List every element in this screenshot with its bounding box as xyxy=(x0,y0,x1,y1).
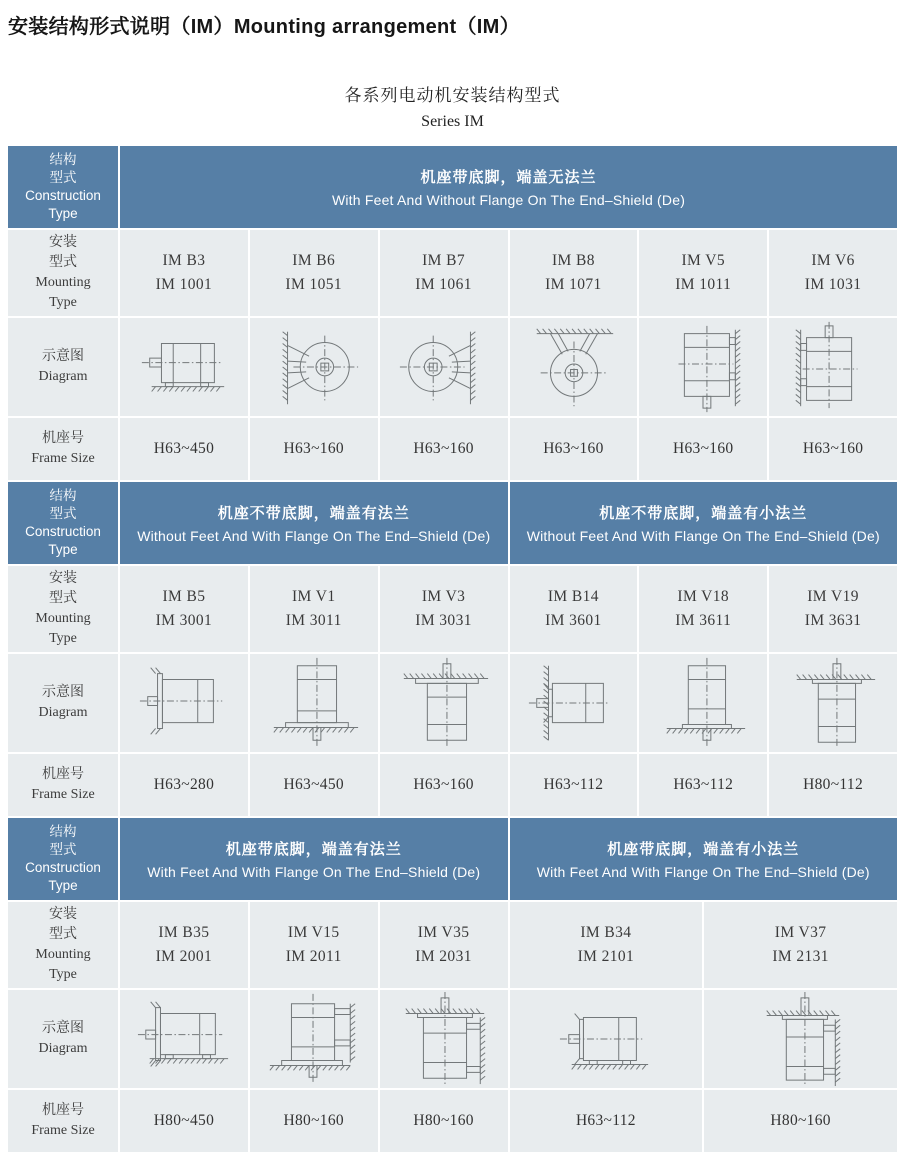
row-label-line: Diagram xyxy=(38,1041,88,1056)
diagram-cell xyxy=(510,990,703,1088)
diagram-cell xyxy=(639,318,767,416)
section-title-en: Without Feet And With Flange On The End–Shield (De) xyxy=(137,528,491,544)
frame-size-row xyxy=(8,418,897,480)
row-label-line: 机座号 xyxy=(42,767,84,783)
section-title-en: With Feet And With Flange On The End–Shield (De) xyxy=(536,864,870,880)
diagram-im-b6 xyxy=(251,318,377,416)
diagram-label-cell xyxy=(8,990,118,1088)
frame-size-label-cell xyxy=(8,418,118,480)
row-label-line: Type xyxy=(48,877,78,893)
row-label-line: Mounting xyxy=(35,275,91,290)
frame-size-cell xyxy=(639,418,767,480)
frame-size-value: H80~112 xyxy=(803,776,863,793)
mounting-im-number: IM 1031 xyxy=(804,276,862,293)
section-header-cell xyxy=(120,482,508,564)
mounting-im-number: IM 2031 xyxy=(415,948,472,965)
mounting-im-number: IM 3601 xyxy=(545,612,602,629)
table-caption xyxy=(8,81,897,131)
diagram-im-b8 xyxy=(510,318,636,416)
diagram-im-b5 xyxy=(121,654,247,752)
mounting-type-cell xyxy=(380,902,508,988)
mounting-type-label-cell xyxy=(8,902,118,988)
row-label-line: 机座号 xyxy=(42,431,84,447)
row-label-line: 安装 xyxy=(49,907,77,923)
frame-size-value: H63~160 xyxy=(413,776,474,793)
table-caption-zh: 各系列电动机安装结构型式 xyxy=(344,86,561,105)
diagram-cell xyxy=(380,318,508,416)
diagram-cell xyxy=(380,654,508,752)
diagram-cell xyxy=(639,654,767,752)
row-label-line: Diagram xyxy=(38,369,88,384)
section-header-cell xyxy=(120,818,508,900)
mounting-type-cell xyxy=(380,566,508,652)
diagram-im-v37 xyxy=(738,990,864,1088)
diagram-im-b7 xyxy=(381,318,507,416)
mounting-im-number: IM 1001 xyxy=(155,276,213,293)
diagram-im-v1 xyxy=(251,654,377,752)
mounting-code: IM V1 xyxy=(292,587,336,605)
mounting-code: IM B7 xyxy=(422,251,466,269)
mounting-im-number: IM 1011 xyxy=(675,276,732,293)
mounting-type-cell xyxy=(120,230,248,316)
section-title-zh: 机座不带底脚，端盖有小法兰 xyxy=(599,505,808,522)
mounting-code: IM B5 xyxy=(162,587,206,605)
frame-size-value: H63~280 xyxy=(153,776,215,793)
diagram-im-b14 xyxy=(510,654,636,752)
row-label-line: 示意图 xyxy=(42,1021,84,1037)
section-header-row xyxy=(8,818,897,900)
section-header-cell xyxy=(510,818,898,900)
row-label-line: Type xyxy=(49,294,77,310)
diagram-im-v3 xyxy=(381,654,507,752)
mounting-im-number: IM 1071 xyxy=(545,276,602,293)
mounting-im-number: IM 3011 xyxy=(285,612,342,629)
section-title-zh: 机座带底脚，端盖有法兰 xyxy=(225,841,402,858)
row-label-line: Construction xyxy=(25,188,101,203)
mounting-code: IM V3 xyxy=(421,587,466,605)
row-label-line: Type xyxy=(48,205,78,221)
mounting-type-cell xyxy=(704,902,897,988)
diagram-im-v15 xyxy=(251,990,377,1088)
section-title-zh: 机座不带底脚，端盖有法兰 xyxy=(217,505,410,522)
diagram-cell xyxy=(380,990,508,1088)
construction-type-cell xyxy=(8,146,118,228)
mounting-type-row xyxy=(8,902,897,988)
section-title-en: Without Feet And With Flange On The End–Shield (De) xyxy=(526,528,880,544)
mounting-type-row xyxy=(8,566,897,652)
mounting-type-cell xyxy=(769,566,897,652)
frame-size-cell xyxy=(120,754,248,816)
section-header-cell xyxy=(120,146,897,228)
row-label-line: 型式 xyxy=(49,170,77,186)
mounting-im-number: IM 1061 xyxy=(415,276,472,293)
section-header-cell xyxy=(510,482,898,564)
mounting-type-label-cell xyxy=(8,566,118,652)
frame-size-label-cell xyxy=(8,1090,118,1152)
diagram-im-v18 xyxy=(640,654,766,752)
construction-type-cell xyxy=(8,482,118,564)
row-label-line: 结构 xyxy=(49,824,77,840)
row-label-line: Type xyxy=(49,630,77,646)
mounting-type-cell xyxy=(639,566,767,652)
mounting-type-cell xyxy=(250,566,378,652)
row-label-line: 示意图 xyxy=(42,685,84,701)
row-label-line: Construction xyxy=(25,524,101,539)
frame-size-value: H63~450 xyxy=(283,776,344,793)
mounting-code: IM V5 xyxy=(681,251,725,269)
mounting-im-number: IM 2101 xyxy=(577,948,635,965)
frame-size-cell xyxy=(380,754,508,816)
frame-size-value: H63~112 xyxy=(575,1112,636,1129)
mounting-im-number: IM 2131 xyxy=(772,948,829,965)
section-title-en: With Feet And Without Flange On The End–Shield (De) xyxy=(331,192,686,208)
table-caption-en: Series IM xyxy=(421,113,484,130)
diagram-im-b3 xyxy=(121,318,247,416)
diagram-im-b35 xyxy=(121,990,247,1088)
diagram-cell xyxy=(769,654,897,752)
row-label-line: 型式 xyxy=(49,927,77,943)
row-label-line: Construction xyxy=(25,860,101,875)
mounting-im-number: IM 3001 xyxy=(155,612,213,629)
section-title-zh: 机座带底脚，端盖有小法兰 xyxy=(607,841,800,858)
mounting-code: IM V35 xyxy=(417,923,470,941)
mounting-code: IM B34 xyxy=(580,923,632,941)
diagram-im-b34 xyxy=(543,990,669,1088)
frame-size-cell xyxy=(704,1090,897,1152)
section-header-row xyxy=(8,146,897,228)
page-title: 安装结构形式说明（IM）Mounting arrangement（IM） xyxy=(8,16,520,38)
diagram-row xyxy=(8,654,897,752)
frame-size-value: H80~450 xyxy=(153,1112,215,1129)
mounting-code: IM V15 xyxy=(287,923,340,941)
row-label-line: Mounting xyxy=(35,611,91,626)
frame-size-value: H80~160 xyxy=(770,1112,831,1129)
diagram-cell xyxy=(704,990,897,1088)
frame-size-row xyxy=(8,1090,897,1152)
row-label-line: 型式 xyxy=(49,591,77,607)
im-mounting-table xyxy=(8,146,897,1152)
mounting-type-cell xyxy=(250,902,378,988)
mounting-type-cell xyxy=(380,230,508,316)
mounting-im-number: IM 2001 xyxy=(155,948,213,965)
diagram-cell xyxy=(250,990,378,1088)
frame-size-cell xyxy=(510,418,638,480)
mounting-type-cell xyxy=(250,230,378,316)
diagram-cell xyxy=(120,318,248,416)
row-label-line: 机座号 xyxy=(42,1103,84,1119)
mounting-type-cell xyxy=(510,902,703,988)
mounting-code: IM V18 xyxy=(677,587,730,605)
row-label-line: 型式 xyxy=(49,255,77,271)
mounting-im-number: IM 3031 xyxy=(415,612,472,629)
frame-size-value: H80~160 xyxy=(283,1112,344,1129)
mounting-code: IM V19 xyxy=(807,587,859,605)
mounting-type-label-cell xyxy=(8,230,118,316)
mounting-type-cell xyxy=(510,230,638,316)
diagram-im-v35 xyxy=(381,990,507,1088)
frame-size-cell xyxy=(510,754,638,816)
frame-size-cell xyxy=(769,754,897,816)
frame-size-cell xyxy=(250,418,378,480)
frame-size-value: H63~160 xyxy=(673,440,734,457)
frame-size-cell xyxy=(250,1090,378,1152)
row-label-line: Frame Size xyxy=(31,451,95,466)
diagram-cell xyxy=(250,654,378,752)
row-label-line: 型式 xyxy=(49,842,77,858)
row-label-line: 示意图 xyxy=(42,349,84,365)
diagram-row xyxy=(8,990,897,1088)
row-label-line: 安装 xyxy=(49,571,77,587)
diagram-cell xyxy=(510,318,638,416)
diagram-im-v5 xyxy=(640,318,766,416)
mounting-code: IM B14 xyxy=(547,587,599,605)
frame-size-cell xyxy=(380,418,508,480)
mounting-code: IM V6 xyxy=(811,251,855,269)
row-label-line: 安装 xyxy=(49,235,77,251)
row-label-line: Type xyxy=(49,966,77,982)
mounting-code: IM B6 xyxy=(292,251,336,269)
section-title-en: With Feet And With Flange On The End–Shield (De) xyxy=(147,864,481,880)
section-title-zh: 机座带底脚，端盖无法兰 xyxy=(420,169,597,186)
mounting-code: IM B8 xyxy=(551,251,595,269)
frame-size-value: H63~160 xyxy=(413,440,474,457)
frame-size-cell xyxy=(120,1090,248,1152)
frame-size-value: H63~112 xyxy=(673,776,734,793)
row-label-line: Diagram xyxy=(38,705,88,720)
mounting-im-number: IM 3631 xyxy=(804,612,862,629)
diagram-row xyxy=(8,318,897,416)
construction-type-cell xyxy=(8,818,118,900)
mounting-type-cell xyxy=(120,566,248,652)
mounting-im-number: IM 2011 xyxy=(285,948,342,965)
frame-size-value: H63~160 xyxy=(802,440,864,457)
section-header-row xyxy=(8,482,897,564)
mounting-im-number: IM 3611 xyxy=(675,612,732,629)
frame-size-row xyxy=(8,754,897,816)
row-label-line: 结构 xyxy=(49,152,77,168)
mounting-type-cell xyxy=(120,902,248,988)
row-label-line: 结构 xyxy=(49,488,77,504)
row-label-line: Mounting xyxy=(35,947,91,962)
frame-size-value: H63~450 xyxy=(153,440,215,457)
mounting-code: IM B35 xyxy=(158,923,210,941)
row-label-line: Frame Size xyxy=(31,787,95,802)
diagram-cell xyxy=(120,654,248,752)
mounting-code: IM B3 xyxy=(162,251,206,269)
mounting-type-cell xyxy=(769,230,897,316)
frame-size-cell xyxy=(769,418,897,480)
mounting-type-row xyxy=(8,230,897,316)
frame-size-cell xyxy=(639,754,767,816)
mounting-code: IM V37 xyxy=(774,923,827,941)
diagram-label-cell xyxy=(8,654,118,752)
frame-size-value: H63~160 xyxy=(543,440,604,457)
diagram-im-v19 xyxy=(770,654,896,752)
mounting-im-number: IM 1051 xyxy=(285,276,343,293)
row-label-line: Type xyxy=(48,541,78,557)
diagram-cell xyxy=(769,318,897,416)
frame-size-value: H63~112 xyxy=(543,776,604,793)
frame-size-cell xyxy=(510,1090,703,1152)
frame-size-label-cell xyxy=(8,754,118,816)
diagram-im-v6 xyxy=(770,318,896,416)
frame-size-cell xyxy=(120,418,248,480)
frame-size-cell xyxy=(380,1090,508,1152)
row-label-line: 型式 xyxy=(49,506,77,522)
frame-size-value: H80~160 xyxy=(413,1112,474,1129)
diagram-cell xyxy=(250,318,378,416)
diagram-cell xyxy=(510,654,638,752)
mounting-type-cell xyxy=(510,566,638,652)
mounting-type-cell xyxy=(639,230,767,316)
frame-size-value: H63~160 xyxy=(283,440,344,457)
diagram-label-cell xyxy=(8,318,118,416)
diagram-cell xyxy=(120,990,248,1088)
frame-size-cell xyxy=(250,754,378,816)
row-label-line: Frame Size xyxy=(31,1123,95,1138)
